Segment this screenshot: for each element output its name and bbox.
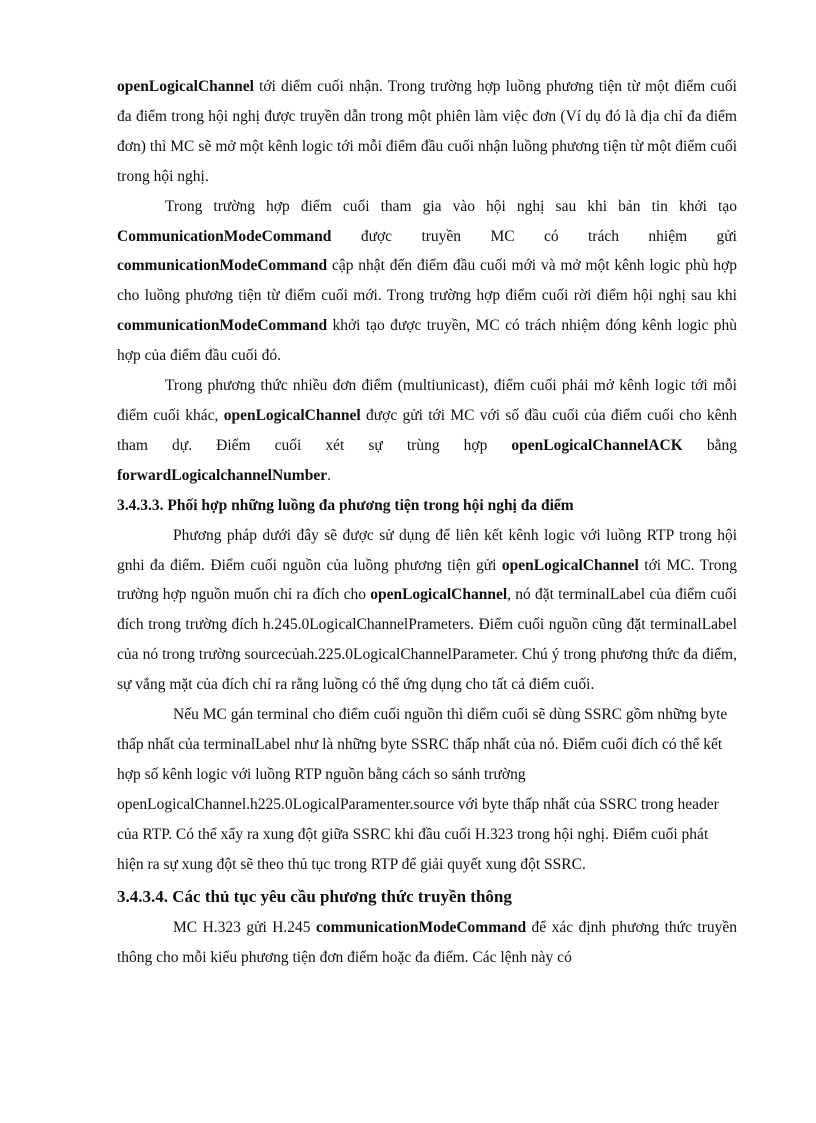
- paragraph-text: được gửi tới MC với số đầu cuối của điểm cuối cho kênh tham dự. Điểm cuối xét sự trùng hợp: [117, 406, 737, 454]
- bold-term: communicationModeCommand: [117, 257, 328, 275]
- paragraph-text: Trong phương thức nhiều đơn điểm (multiunicast), điểm cuối phải mở kênh logic tới mỗi điểm cuối khác,: [117, 377, 737, 424]
- paragraph-text: , nó đặt terminalLabel của điểm cuối đích trong trường đích h.245.0LogicalChannelPrameters. Điểm cuối nguồn cũng đặt terminalLabel của nó trong trường sourcecủah.225.0LogicalChannelParameter. Chú ý trong phương thức đa điểm, sự vắng mặt của đích chỉ ra rằng luồng có thể ứng dụng cho tất cả điểm cuối.: [117, 586, 737, 694]
- paragraph-text: MC H.323 gửi H.245: [173, 919, 316, 937]
- paragraph-text: tới diểm cuối nhận. Trong trường hợp luồng phương tiện từ một điểm cuối đa điểm trong hội nghị được truyền dẫn trong một phiên làm việc đơn (Ví dụ đó là địa chỉ đa điểm đơn) thì MC sẽ mở một kênh logic tới mỗi điểm đầu cuối nhận luồng phương tiện từ một điểm cuối trong hội nghị.: [117, 78, 737, 185]
- bold-term: openLogicalChannel: [370, 586, 508, 604]
- paragraph-text: tới MC. Trong trường hợp nguồn muốn chỉ ra đích cho: [117, 556, 738, 604]
- bold-term: openLogicalChannel: [117, 78, 254, 95]
- section-heading-3-4-3-3: 3.4.3.3. Phối hợp những luồng đa phương tiện trong hội nghị đa điểm: [117, 496, 574, 514]
- paragraph-5: Nếu MC gán terminal cho điểm cuối nguồn thì diểm cuối sẽ dùng SSRC gồm những byte thấp nhất của terminalLabel như là những byte SSRC thấp nhất của nó. Điểm cuối đích có thể kết hợp số kênh logic với luồng RTP nguồn bằng cách so sánh trường openLogicalChannel.h225.0LogicalParamenter.source với byte thấp nhất của SSRC trong header của RTP. Có thể xẩy ra xung đột giữa SSRC khi đầu cuối H.323 trong hội nghị. Điểm cuối phát hiện ra sự xung đột sẽ theo thủ tục trong RTP để giải quyết xung đột SSRC.: [117, 706, 728, 873]
- document-page: [117, 72, 737, 973]
- paragraph-text: được truyền MC có trách nhiệm gửi: [331, 227, 737, 245]
- paragraph-text: .: [327, 466, 331, 484]
- bold-term: forwardLogicalchannelNumber: [117, 466, 328, 484]
- section-heading-3-4-3-4: 3.4.3.4. Các thủ tục yêu cầu phương thức truyền thông: [117, 887, 512, 907]
- paragraph-text: Trong trường hợp điểm cuối tham gia vào hội nghị sau khi bản tin khởi tạo: [165, 197, 737, 215]
- paragraph-1: [117, 72, 737, 192]
- paragraph-3: [117, 371, 737, 491]
- bold-term: openLogicalChannel: [223, 406, 361, 424]
- paragraph-text: khởi tạo được truyền, MC có trách nhiệm đóng kênh logic phù hợp của điểm đầu cuối đó.: [117, 317, 737, 365]
- paragraph-2: [117, 192, 737, 371]
- bold-term: communicationModeCommand: [316, 919, 527, 937]
- paragraph-6: [117, 913, 737, 973]
- paragraph-4: [117, 521, 737, 700]
- bold-term: openLogicalChannelACK: [511, 436, 683, 454]
- paragraph-text: để xác định phương thức truyền thông cho mỗi kiểu phương tiện đơn điểm hoặc đa điểm. Các lệnh này có: [117, 919, 737, 967]
- bold-term: openLogicalChannel: [501, 556, 639, 574]
- bold-term: communicationModeCommand: [117, 317, 328, 335]
- paragraph-text: bằng: [682, 436, 737, 454]
- bold-term: CommunicationModeCommand: [117, 227, 332, 245]
- paragraph-text: cập nhật đến điểm đầu cuối mới và mở một kênh logic phù hợp cho luồng phương tiện từ điểm cuối mới. Trong trường hợp điểm cuối rời điểm hội nghị sau khi: [117, 257, 737, 305]
- paragraph-text: Phương pháp dưới đây sẽ được sử dụng để liên kết kênh logic với luồng RTP trong hội gnhi đa điểm. Điểm cuối nguồn của luồng phương tiện gửi: [117, 526, 737, 574]
